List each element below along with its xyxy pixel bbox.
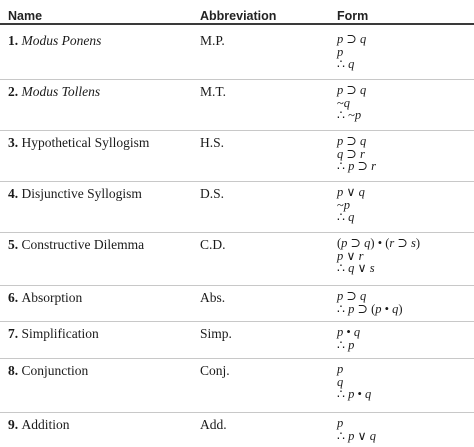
form-line: p bbox=[337, 416, 344, 430]
form-line: ~q bbox=[337, 95, 351, 110]
rule-title: Hypothetical Syllogism bbox=[21, 135, 150, 150]
rule-number: 9. bbox=[8, 417, 22, 432]
form-line: ~p bbox=[337, 197, 351, 212]
rule-name bbox=[8, 290, 82, 305]
header-name: Name bbox=[8, 9, 43, 23]
rule-number: 3. bbox=[8, 135, 22, 150]
form-line: p ⊃ q bbox=[337, 83, 367, 97]
rule-name bbox=[8, 326, 99, 341]
form-line: p bbox=[337, 362, 344, 376]
form-line: ∴ p ⊃ r bbox=[337, 159, 376, 173]
rule-name bbox=[8, 33, 101, 48]
rule-number: 4. bbox=[8, 186, 22, 201]
rule-number: 2. bbox=[8, 84, 22, 99]
form-line: p ⊃ q bbox=[337, 289, 367, 303]
form-line: p ∨ r bbox=[337, 248, 364, 263]
rule-form bbox=[337, 363, 371, 401]
form-line: p ⊃ q bbox=[337, 32, 367, 46]
rule-abbreviation: D.S. bbox=[200, 186, 225, 201]
rule-form bbox=[337, 135, 376, 173]
rule-abbreviation: Simp. bbox=[200, 326, 232, 341]
rule-number: 1. bbox=[8, 33, 22, 48]
form-line: ∴ q bbox=[337, 57, 355, 71]
row-divider bbox=[0, 79, 474, 80]
row-divider bbox=[0, 412, 474, 413]
row-divider bbox=[0, 130, 474, 131]
rule-number: 8. bbox=[8, 363, 22, 378]
rule-name bbox=[8, 417, 70, 432]
rule-abbreviation: H.S. bbox=[200, 135, 225, 150]
form-line: ∴ p bbox=[337, 337, 355, 352]
form-line: p ∨ q bbox=[337, 185, 365, 199]
rule-form bbox=[337, 33, 366, 71]
rule-name bbox=[8, 363, 88, 378]
rule-form bbox=[337, 326, 360, 351]
rule-title: Disjunctive Syllogism bbox=[21, 186, 142, 201]
row-divider bbox=[0, 232, 474, 233]
rule-name bbox=[8, 84, 100, 99]
header-form: Form bbox=[337, 9, 369, 23]
form-line: q bbox=[337, 374, 344, 389]
rule-name bbox=[8, 186, 142, 201]
row-divider bbox=[0, 181, 474, 182]
rule-abbreviation: M.T. bbox=[200, 84, 226, 99]
rule-number: 7. bbox=[8, 326, 22, 341]
row-divider bbox=[0, 358, 474, 359]
rule-form bbox=[337, 417, 376, 442]
rule-form bbox=[337, 84, 366, 122]
rule-title: Modus Tollens bbox=[21, 84, 101, 99]
rule-number: 6. bbox=[8, 290, 22, 305]
rule-title: Conjunction bbox=[21, 363, 89, 378]
rule-title: Constructive Dilemma bbox=[21, 237, 145, 252]
table-header bbox=[0, 0, 474, 25]
rule-abbreviation: Abs. bbox=[200, 290, 226, 305]
form-line: (p ⊃ q) • (r ⊃ s) bbox=[337, 236, 421, 250]
rule-title: Addition bbox=[21, 417, 70, 432]
rule-title: Modus Ponens bbox=[21, 33, 102, 48]
rule-abbreviation: Add. bbox=[200, 417, 227, 432]
rule-abbreviation: Conj. bbox=[200, 363, 230, 378]
rule-title: Absorption bbox=[21, 290, 83, 305]
form-line: q ⊃ r bbox=[337, 146, 365, 161]
rule-title: Simplification bbox=[21, 326, 99, 341]
form-line: p • q bbox=[337, 325, 361, 339]
rule-form bbox=[337, 290, 403, 315]
rule-name bbox=[8, 135, 149, 150]
form-line: ∴ q bbox=[337, 210, 355, 224]
form-line: ∴ p ⊃ (p • q) bbox=[337, 301, 403, 316]
form-line: p bbox=[337, 44, 344, 59]
rule-form bbox=[337, 237, 420, 275]
rule-form bbox=[337, 186, 365, 224]
rule-abbreviation: M.P. bbox=[200, 33, 225, 48]
form-line: ∴ p ∨ q bbox=[337, 428, 376, 443]
rule-name bbox=[8, 237, 144, 252]
form-line: ∴ q ∨ s bbox=[337, 261, 375, 275]
header-abbreviation: Abbreviation bbox=[200, 9, 277, 23]
row-divider bbox=[0, 285, 474, 286]
form-line: p ⊃ q bbox=[337, 134, 367, 148]
row-divider bbox=[0, 321, 474, 322]
rule-abbreviation: C.D. bbox=[200, 237, 226, 252]
form-line: ∴ p • q bbox=[337, 387, 372, 401]
form-line: ∴ ~p bbox=[337, 108, 362, 122]
rule-number: 5. bbox=[8, 237, 22, 252]
